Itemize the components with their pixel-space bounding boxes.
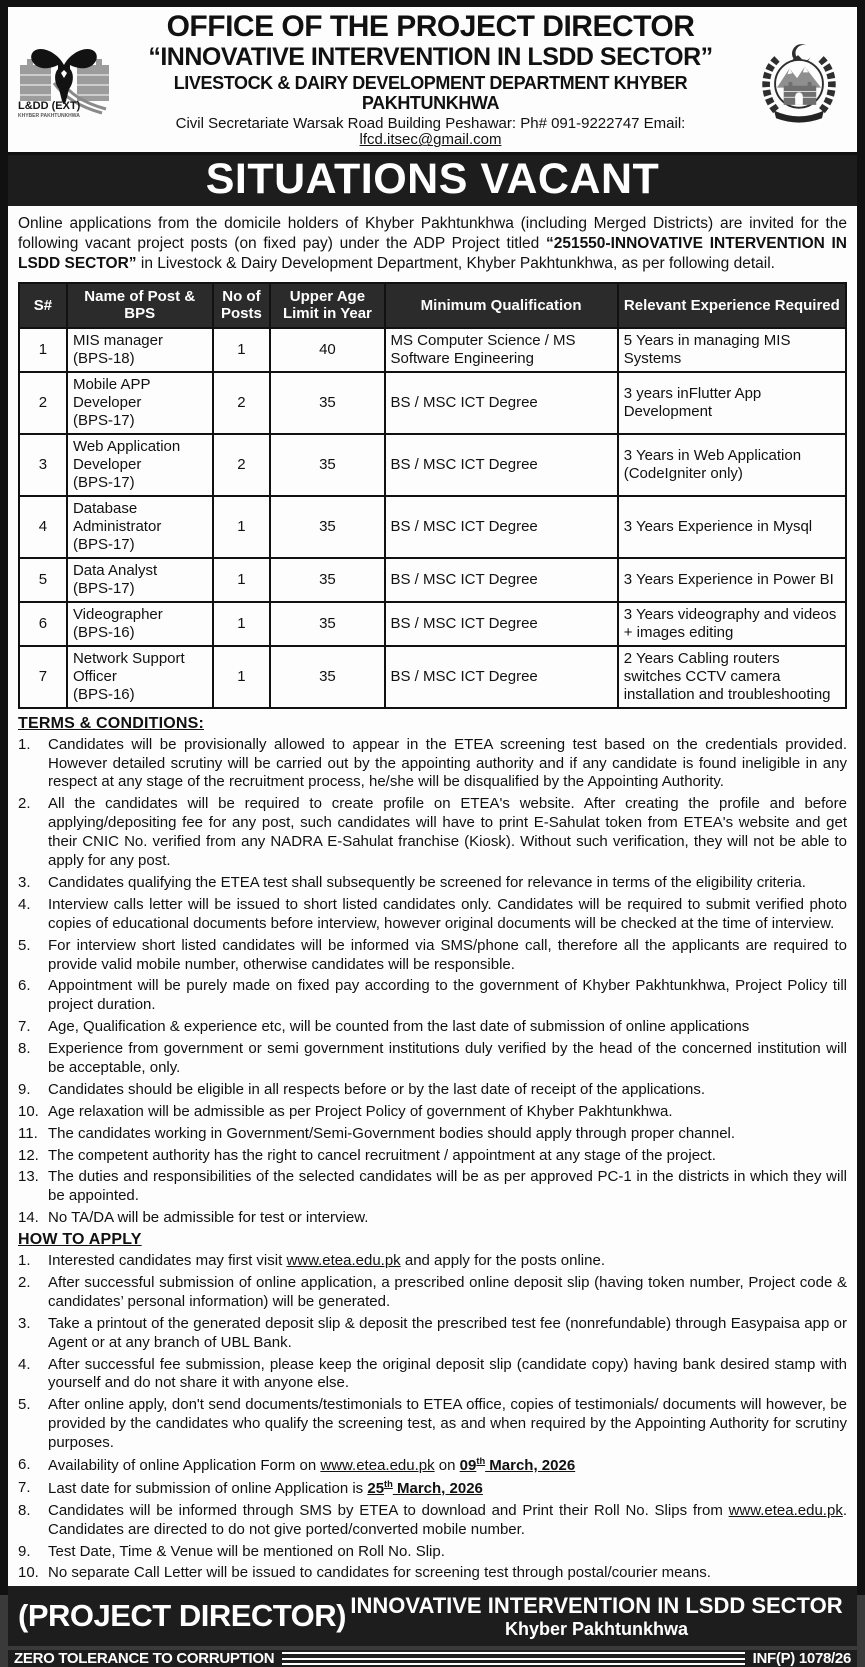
term-item [18,937,847,975]
email-link[interactable]: lfcd.itsec@gmail.com [359,131,502,149]
term-item [18,795,847,871]
table-row [19,372,846,434]
cell-age-limit: 35 [270,646,384,708]
footer-project-name: INNOVATIVE INTERVENTION IN LSDD SECTOR [350,1593,843,1619]
table-row [19,558,846,602]
item-number: 1. [18,1252,31,1270]
apply-item [18,1252,847,1271]
cell-age-limit: 35 [270,602,384,646]
cell-qualification: BS / MSC ICT Degree [385,434,618,496]
cell-post-name: Network Support Officer (BPS-16) [67,646,213,708]
item-number: 9. [18,1542,31,1560]
item-text: Availability of online Application Form on www.etea.edu.pk on 09th March, 2026 [48,1455,576,1474]
cell-sno: 5 [19,558,67,602]
item-text: All the candidates will be required to create profile on ETEA's website. After creating the profile and before applying/depositing fee for any post, such candidates will have to print E-Sahulat token from ETEA's website and get their CNIC No. verified from any NADRA E-Sahulat franchise (Kiosk). Without such verification, they will not be able to apply for any post. [48,795,847,870]
term-item [18,1209,847,1228]
cell-no-of-posts: 1 [213,558,271,602]
table-header-row [19,283,846,328]
item-text: Candidates will be informed through SMS by ETEA to download and Print their Roll No. Slips from www.etea.edu.pk. Candidates are directed to do not give ported/converted mobile number. [48,1501,847,1538]
cell-experience: 3 Years Experience in Power BI [618,558,846,602]
term-item [18,1125,847,1144]
situations-vacant-banner: SITUATIONS VACANT [8,155,857,206]
item-number: 5. [18,936,31,954]
cell-no-of-posts: 2 [213,434,271,496]
table-row [19,434,846,496]
contact-line [116,116,745,148]
header-titles [116,11,745,149]
cell-experience: 3 years inFlutter App Development [618,372,846,434]
item-number: 12. [18,1146,39,1164]
item-number: 4. [18,895,31,913]
cell-post-name: Mobile APP Developer (BPS-17) [67,372,213,434]
inf-reference-number: INF(P) 1078/26 [752,1650,851,1667]
item-text: After successful fee submission, please keep the original deposit slip (candidate copy) having bank desired stamp with yourself and do not share it with anyone else. [48,1355,847,1392]
address-phone-text: Civil Secretariate Warsak Road Building Peshawar: Ph# 091-9222747 Email: [175,115,686,133]
intro-project-code: “251550-INNOVATIVE INTERVENTION IN LSDD SECTOR” [18,234,847,273]
ldd-ext-logo [12,39,116,121]
intro-text-1: Online applications from the domicile holders of Khyber Pakhtunkhwa (including Merged Districts) are invited for the following vacant project posts (on fixed pay) under the ADP Project titled [18,214,847,252]
item-number: 10. [18,1102,39,1120]
item-text: For interview short listed candidates will be informed via SMS/phone call, therefore all the applicants are required to provide valid mobile number, otherwise candidates will be responsible. [48,936,847,973]
posts-table-body [19,328,846,708]
cell-age-limit: 40 [270,328,384,372]
item-text: The competent authority has the right to cancel recruitment / appointment at any stage of the project. [48,1146,716,1164]
item-number: 7. [18,1478,31,1496]
cell-age-limit: 35 [270,558,384,602]
item-text: Candidates should be eligible in all respects before or by the last date of receipt of the applications. [48,1080,706,1098]
term-item [18,977,847,1015]
cell-age-limit: 35 [270,372,384,434]
intro-text-2: in Livestock & Dairy Development Department, Khyber Pakhtunkhwa, as per following detail. [136,255,775,273]
item-text: Interview calls letter will be issued to short listed candidates only. Candidates will be required to submit verified photo copies of educational documents before interview, however original documents will be checked at the time of interview. [48,895,847,932]
item-number: 3. [18,1314,31,1332]
col-header-age: Upper Age Limit in Year [270,283,384,328]
apply-item [18,1479,847,1499]
item-number: 8. [18,1040,31,1058]
cell-sno: 2 [19,372,67,434]
cell-post-name: Videographer (BPS-16) [67,602,213,646]
footer-project-block [346,1593,847,1639]
how-to-apply-list [18,1252,847,1583]
item-text: After online apply, don't send documents/testimonials to ETEA office, copies of testimonials/ documents will however, be provided by the candidates who qualify the screening test, as and when required by the Appointing Authority for scrutiny purposes. [48,1396,847,1452]
cell-sno: 3 [19,434,67,496]
item-text: The duties and responsibilities of the selected candidates will be as per approved PC-1 in the districts in which they will be appointed. [48,1168,847,1205]
cell-experience: 3 Years Experience in Mysql [618,496,846,558]
cell-no-of-posts: 1 [213,602,271,646]
cell-post-name: Data Analyst (BPS-17) [67,558,213,602]
project-title: “INNOVATIVE INTERVENTION IN LSDD SECTOR” [148,43,713,72]
intro-paragraph [18,214,847,274]
item-number: 8. [18,1501,31,1519]
item-number: 6. [18,1455,31,1473]
term-item [18,874,847,893]
apply-item [18,1543,847,1562]
term-item [18,1103,847,1122]
col-header-posts: No of Posts [213,283,271,328]
table-row [19,602,846,646]
department-title: LIVESTOCK & DAIRY DEVELOPMENT DEPARTMENT KHYBER PAKHTUNKHWA [173,73,688,113]
item-text: After successful submission of online application, a prescribed online deposit slip (having token number, Project code & candidates’ personal information) will be generated. [48,1273,847,1310]
apply-item [18,1502,847,1540]
cell-experience: 5 Years in managing MIS Systems [618,328,846,372]
cell-no-of-posts: 1 [213,328,271,372]
cell-age-limit: 35 [270,434,384,496]
col-header-qualification: Minimum Qualification [385,283,618,328]
content [8,206,857,1587]
cell-post-name: Database Administrator (BPS-17) [67,496,213,558]
etea-website-link[interactable]: www.etea.edu.pk [320,1456,435,1474]
item-text: No separate Call Letter will be issued to candidates for screening test through postal/courier means. [48,1564,711,1582]
item-number: 4. [18,1355,31,1373]
terms-list [18,736,847,1228]
cell-experience: 3 Years videography and videos + images editing [618,602,846,646]
project-director-signature: (PROJECT DIRECTOR) [18,1598,347,1634]
kp-emblem-icon [750,36,848,124]
cell-experience: 3 Years in Web Application (CodeIgniter only) [618,434,846,496]
apply-item [18,1274,847,1312]
item-text: Experience from government or semi government institutions duly verified by the head of the concerned institution will be acceptable, only. [48,1040,847,1076]
etea-website-link[interactable]: www.etea.edu.pk [728,1501,843,1519]
how-to-apply-heading: HOW TO APPLY [18,1231,142,1249]
cell-post-name: MIS manager (BPS-18) [67,328,213,372]
apply-item [18,1396,847,1453]
zero-tolerance-slogan: ZERO TOLERANCE TO CORRUPTION [14,1650,275,1667]
item-number: 14. [18,1209,39,1227]
term-item [18,736,847,793]
item-number: 2. [18,1273,31,1291]
item-text: No TA/DA will be admissible for test or interview. [48,1209,369,1227]
term-item [18,1040,847,1078]
apply-item [18,1315,847,1353]
term-item [18,1018,847,1037]
col-header-sno: S# [19,283,67,328]
item-number: 1. [18,735,31,753]
item-text: Candidates qualifying the ETEA test shall subsequently be screened for relevance in terms of the eligibility criteria. [48,873,806,891]
term-item [18,1081,847,1100]
ldd-logo-sublabel: KHYBER PAKHTUNKHWA [18,112,80,119]
item-number: 5. [18,1396,31,1414]
item-text: Candidates will be provisionally allowed to appear in the ETEA screening test based on the credentials provided. However detailed scrutiny will be carried out by the appointing authority and if any candidate is found ineligible in any respect at any stage of the recruitment process, he/she will be disqualified by the Appointing Authority. [48,735,847,791]
cell-qualification: BS / MSC ICT Degree [385,372,618,434]
item-text: Take a printout of the generated deposit slip & deposit the prescribed test fee (nonrefundable) through Easypaisa app or Agent or at any branch of UBL Bank. [48,1314,847,1351]
vacancies-table [18,282,847,709]
item-text: The candidates working in Government/Semi-Government bodies should apply through proper channel. [48,1124,736,1142]
footer-bar [8,1586,857,1646]
terms-heading: TERMS & CONDITIONS: [18,714,205,732]
item-text: Interested candidates may first visit www.etea.edu.pk and apply for the posts online. [48,1252,605,1270]
col-header-experience: Relevant Experience Required [618,283,846,328]
cell-qualification: BS / MSC ICT Degree [385,646,618,708]
cell-age-limit: 35 [270,496,384,558]
header [8,7,857,155]
item-text: Age, Qualification & experience etc, will be counted from the last date of submission of online applications [48,1018,750,1036]
table-row [19,496,846,558]
cell-qualification: BS / MSC ICT Degree [385,602,618,646]
term-item [18,1168,847,1206]
cell-sno: 4 [19,496,67,558]
item-number: 9. [18,1080,31,1098]
item-number: 6. [18,977,31,995]
item-text: Last date for submission of online Application is 25th March, 2026 [48,1478,483,1497]
item-number: 7. [18,1018,31,1036]
term-item [18,1147,847,1166]
apply-item [18,1356,847,1394]
apply-item [18,1564,847,1583]
item-number: 2. [18,795,31,813]
ldd-logo-label: L&DD (EXT) [18,99,81,112]
cell-no-of-posts: 1 [213,646,271,708]
cell-no-of-posts: 1 [213,496,271,558]
item-number: 13. [18,1168,39,1186]
cell-qualification: BS / MSC ICT Degree [385,558,618,602]
item-number: 3. [18,873,31,891]
cell-qualification: BS / MSC ICT Degree [385,496,618,558]
table-row [19,646,846,708]
advertisement-sheet [8,7,857,1667]
cell-sno: 1 [19,328,67,372]
footer-province: Khyber Pakhtunkhwa [504,1618,689,1639]
term-item [18,896,847,934]
item-text: Appointment will be purely made on fixed pay according to the government of Khyber Pakhtunkhwa, Project Policy till project duration. [48,977,847,1014]
table-row [19,328,846,372]
etea-website-link[interactable]: www.etea.edu.pk [286,1252,401,1270]
item-number: 10. [18,1564,39,1582]
item-text: Age relaxation will be admissible as per Project Policy of government of Khyber Pakhtunkhwa. [48,1102,673,1120]
cell-sno: 6 [19,602,67,646]
col-header-post: Name of Post & BPS [67,283,213,328]
bull-fort-icon [14,39,114,121]
cell-qualification: MS Computer Science / MS Software Engineering [385,328,618,372]
apply-item [18,1456,847,1476]
divider-lines [282,1652,744,1665]
office-title: OFFICE OF THE PROJECT DIRECTOR [166,10,695,43]
item-text: Test Date, Time & Venue will be mentioned on Roll No. Slip. [48,1542,445,1560]
cell-experience: 2 Years Cabling routers switches CCTV camera installation and troubleshooting [618,646,846,708]
kp-government-emblem [745,36,853,124]
item-number: 11. [18,1124,38,1142]
cell-sno: 7 [19,646,67,708]
bottom-bar [8,1650,857,1667]
cell-post-name: Web Application Developer (BPS-17) [67,434,213,496]
cell-no-of-posts: 2 [213,372,271,434]
